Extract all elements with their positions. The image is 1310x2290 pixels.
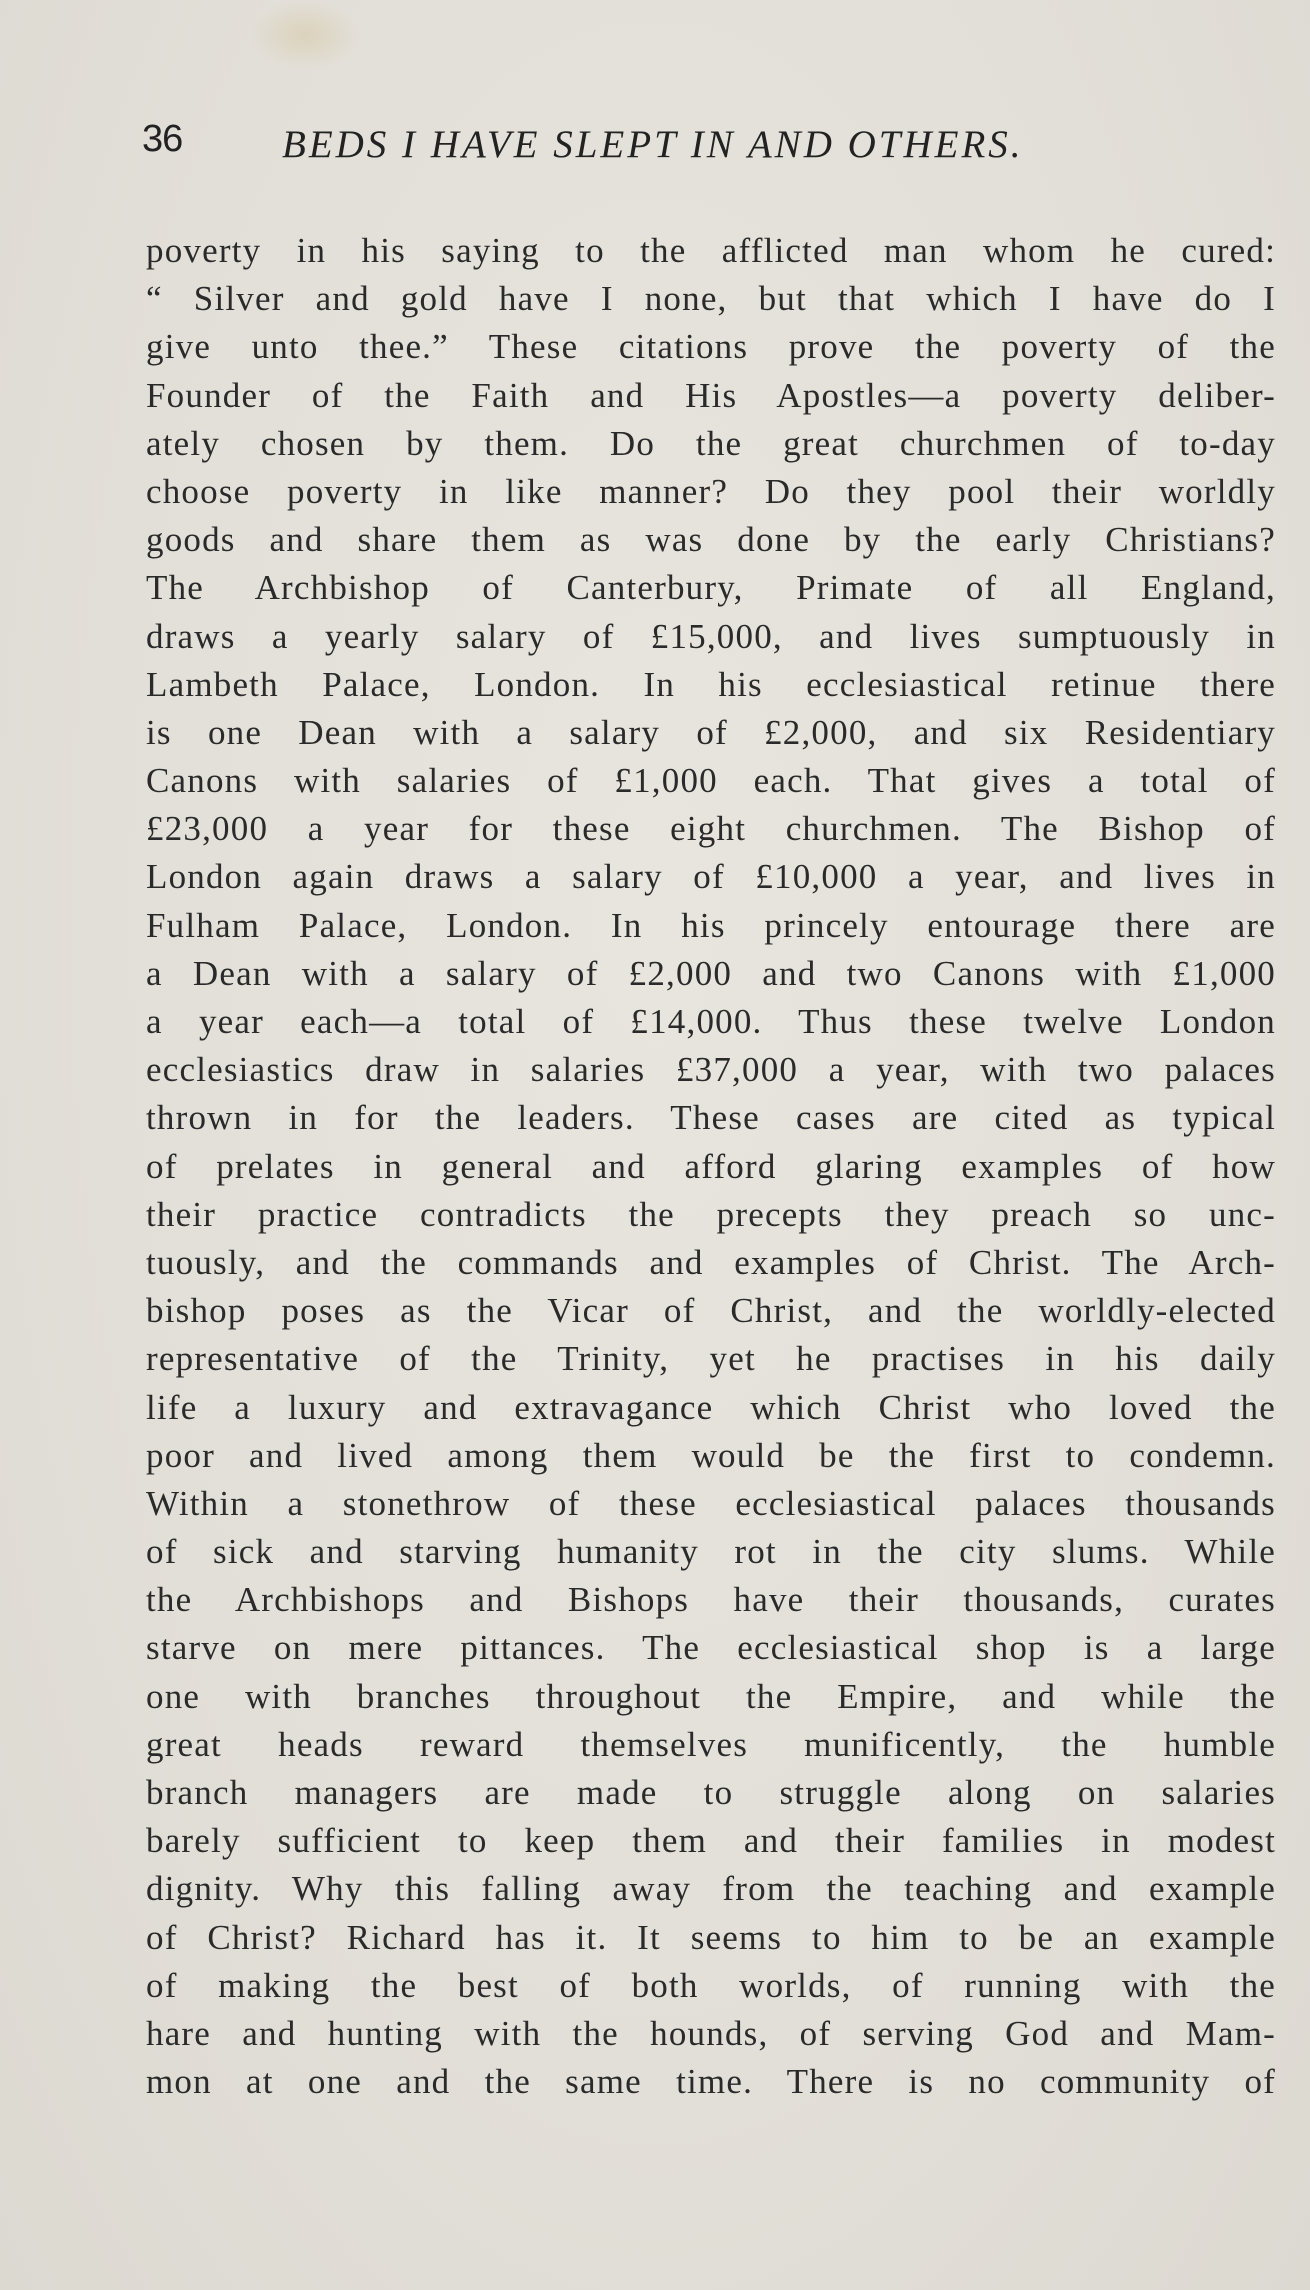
- text-line: their practice contradicts the precepts they preach so unc-: [146, 1194, 1276, 1234]
- text-line: thrown in for the leaders. These cases are cited as typical: [146, 1098, 1276, 1138]
- page-header: [142, 118, 1142, 178]
- text-line: the Archbishops and Bishops have their thousands, curates: [146, 1580, 1276, 1620]
- text-line: poor and lived among them would be the first to condemn.: [146, 1435, 1276, 1475]
- body-text: [146, 227, 1276, 2106]
- text-line: barely sufficient to keep them and their families in modest: [146, 1821, 1276, 1861]
- text-line: Canons with salaries of £1,000 each. That gives a total of: [146, 761, 1276, 801]
- text-line: one with branches throughout the Empire, and while the: [146, 1676, 1276, 1716]
- text-line: tuously, and the commands and examples of Christ. The Arch-: [146, 1242, 1276, 1282]
- running-title: BEDS I HAVE SLEPT IN AND OTHERS.: [282, 123, 1024, 166]
- page-number: 36: [142, 118, 183, 160]
- text-line: goods and share them as was done by the early Christians?: [146, 520, 1276, 560]
- text-line: is one Dean with a salary of £2,000, and six Residentiary: [146, 712, 1276, 752]
- text-line: representative of the Trinity, yet he practises in his daily: [146, 1339, 1276, 1379]
- text-line: give unto thee.” These citations prove the poverty of the: [146, 327, 1276, 367]
- text-line: life a luxury and extravagance which Christ who loved the: [146, 1387, 1276, 1427]
- paper-stain: [250, 0, 360, 70]
- text-line: bishop poses as the Vicar of Christ, and the worldly-elected: [146, 1291, 1276, 1331]
- text-line: ately chosen by them. Do the great churchmen of to-day: [146, 423, 1276, 463]
- text-line: dignity. Why this falling away from the teaching and example: [146, 1869, 1276, 1909]
- text-line: Founder of the Faith and His Apostles—a poverty deliber-: [146, 375, 1276, 415]
- text-line: great heads reward themselves munificently, the humble: [146, 1724, 1276, 1764]
- text-line: of making the best of both worlds, of running with the: [146, 1965, 1276, 2005]
- text-line: of prelates in general and afford glaring examples of how: [146, 1146, 1276, 1186]
- text-line: starve on mere pittances. The ecclesiastical shop is a large: [146, 1628, 1276, 1668]
- text-line: Fulham Palace, London. In his princely entourage there are: [146, 905, 1276, 945]
- text-line: ecclesiastics draw in salaries £37,000 a year, with two palaces: [146, 1050, 1276, 1090]
- text-line: Lambeth Palace, London. In his ecclesiastical retinue there: [146, 664, 1276, 704]
- text-line: hare and hunting with the hounds, of serving God and Mam-: [146, 2013, 1276, 2053]
- text-line: Within a stonethrow of these ecclesiastical palaces thousands: [146, 1483, 1276, 1523]
- text-line: a Dean with a salary of £2,000 and two Canons with £1,000: [146, 953, 1276, 993]
- text-line: draws a yearly salary of £15,000, and lives sumptuously in: [146, 616, 1276, 656]
- text-line: branch managers are made to struggle along on salaries: [146, 1773, 1276, 1812]
- text-line: of sick and starving humanity rot in the city slums. While: [146, 1532, 1276, 1572]
- text-line: poverty in his saying to the afflicted man whom he cured:: [146, 231, 1276, 270]
- text-line: The Archbishop of Canterbury, Primate of all England,: [146, 568, 1276, 608]
- text-line: of Christ? Richard has it. It seems to him to be an example: [146, 1917, 1276, 1957]
- text-line: mon at one and the same time. There is no community of: [146, 2062, 1276, 2102]
- text-line: choose poverty in like manner? Do they pool their worldly: [146, 471, 1276, 511]
- text-line: a year each—a total of £14,000. Thus these twelve London: [146, 1002, 1276, 1041]
- text-line: London again draws a salary of £10,000 a year, and lives in: [146, 857, 1276, 897]
- text-line: “ Silver and gold have I none, but that which I have do I: [146, 279, 1276, 319]
- text-line: £23,000 a year for these eight churchmen. The Bishop of: [146, 809, 1276, 849]
